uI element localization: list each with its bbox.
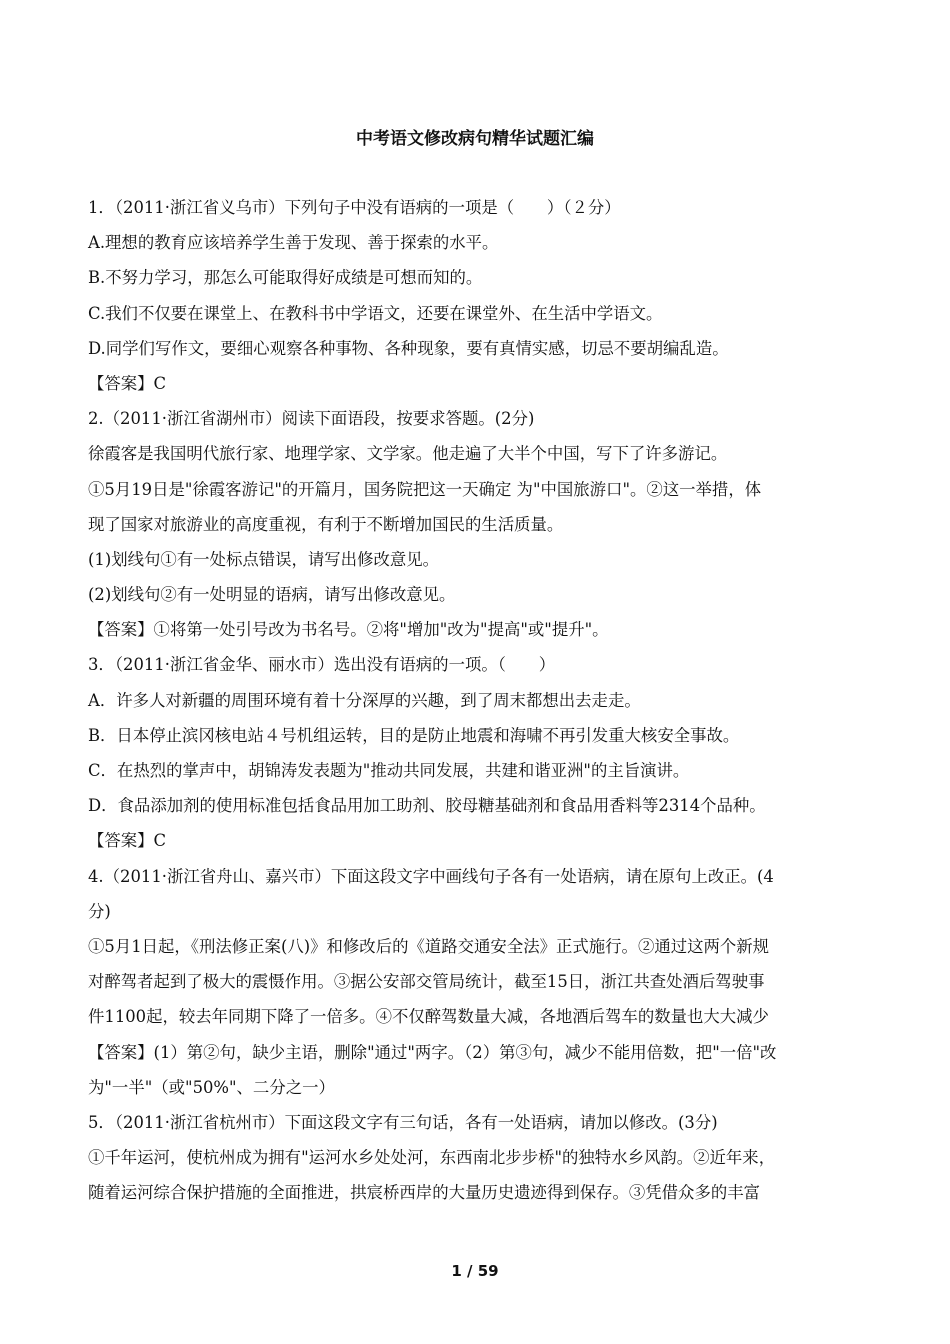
text-line: B.不努力学习，那怎么可能取得好成绩是可想而知的。 <box>88 268 483 288</box>
text-line: D．食品添加剂的使用标准包括食品用加工助剂、胶母糖基础剂和食品用香料等2314个品种。 <box>88 796 766 816</box>
text-line: 现了国家对旅游业的高度重视，有利于不断增加国民的生活质量。 <box>88 514 564 534</box>
text-line: ①5月1日起，《刑法修正案(八)》和修改后的《道路交通安全法》正式施行。②通过这两个新规 <box>88 936 770 956</box>
text-line: 随着运河综合保护措施的全面推进，拱宸桥西岸的大量历史遗迹得到保存。③凭借众多的丰富 <box>88 1183 761 1203</box>
text-line: 【答案】①将第一处引号改为书名号。②将"增加"改为"提高"或"提升"。 <box>88 620 609 640</box>
text-line: 3．（2011·浙江省金华、丽水市）选出没有语病的一项。（ ） <box>88 655 556 675</box>
text-line: A．许多人对新疆的周围环境有着十分深厚的兴趣，到了周末都想出去走走。 <box>88 690 641 710</box>
text-line: 为"一半"（或"50%"、二分之一） <box>88 1077 335 1097</box>
text-line: A.理想的教育应该培养学生善于发现、善于探索的水平。 <box>88 233 499 253</box>
text-line: C．在热烈的掌声中，胡锦涛发表题为"推动共同发展，共建和谐亚洲"的主旨演讲。 <box>88 761 690 780</box>
text-line: (2)划线句②有一处明显的语病，请写出修改意见。 <box>88 585 456 605</box>
text-line: ①5月19日是"徐霞客游记"的开篇月，国务院把这一天确定 为"中国旅游口"。②这一举措，体 <box>88 479 762 499</box>
text-line: 【答案】C <box>88 373 167 393</box>
text-line: C.我们不仅要在课堂上、在教科书中学语文，还要在课堂外、在生活中学语文。 <box>88 303 663 323</box>
text-line: 分) <box>88 901 111 921</box>
text-line: B．日本停止滨冈核电站４号机组运转，目的是防止地震和海啸不再引发重大核安全事故。 <box>88 725 740 745</box>
text-line: 对醉驾者起到了极大的震慑作用。③据公安部交管局统计，截至15日，浙江共查处酒后驾驶事 <box>88 972 765 992</box>
page-title: 中考语文修改病句精华试题汇编 <box>356 129 594 149</box>
text-line: 【答案】C <box>88 831 167 851</box>
text-line: 4.（2011·浙江省舟山、嘉兴市）下面这段文字中画线句子各有一处语病，请在原句上改正。(4 <box>88 866 774 886</box>
text-line: 【答案】(1）第②句，缺少主语，删除"通过"两字。（2）第③句，减少不能用倍数，把"一倍"改 <box>88 1042 777 1062</box>
text-line: (1)划线句①有一处标点错误，请写出修改意见。 <box>88 549 440 569</box>
text-line: 徐霞客是我国明代旅行家、地理学家、文学家。他走遍了大半个中国，写下了许多游记。 <box>88 444 728 464</box>
text-line: ①千年运河，使杭州成为拥有"运河水乡处处河，东西南北步步桥"的独特水乡风韵。②近年来， <box>88 1148 776 1168</box>
text-line: 1．（2011·浙江省义乌市）下列句子中没有语病的一项是（ ）（２分） <box>88 198 621 217</box>
text-line: 件1100起，较去年同期下降了一倍多。④不仅醉驾数量大减，各地酒后驾车的数量也大大减少 <box>88 1007 769 1027</box>
text-line: 5．（2011·浙江省杭州市）下面这段文字有三句话，各有一处语病，请加以修改。(3分) <box>88 1112 718 1132</box>
page-number: 1 / 59 <box>451 1262 499 1280</box>
text-line: 2.（2011·浙江省湖州市）阅读下面语段，按要求答题。(2分) <box>88 409 535 429</box>
document-body <box>88 190 870 1210</box>
text-line: D.同学们写作文，要细心观察各种事物、各种现象，要有真情实感，切忌不要胡编乱造。 <box>88 338 729 358</box>
